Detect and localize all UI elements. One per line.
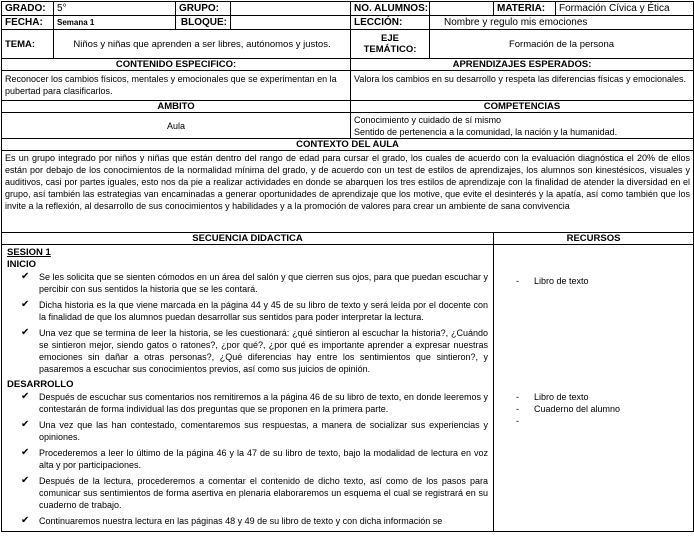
leccion-value: Nombre y regulo mis emociones xyxy=(430,16,694,30)
no-alumnos-label: NO. ALUMNOS: xyxy=(351,2,430,16)
competencias-title: COMPETENCIAS xyxy=(351,101,694,113)
aprendizajes-text: Valora los cambios en su desarrollo y respeta las diferencias físicas y emocionales. xyxy=(351,71,694,101)
planning-table xyxy=(1,1,694,532)
checkmark-icon: ✔ xyxy=(21,391,30,402)
bloque-value xyxy=(231,16,351,30)
recursos-content xyxy=(494,245,694,532)
materia-value: Formación Cívica y Ética xyxy=(556,2,694,16)
checkmark-icon: ✔ xyxy=(21,271,30,282)
ambito-value: Aula xyxy=(2,113,351,139)
recursos-title: RECURSOS xyxy=(494,233,694,245)
bloque-label: BLOQUE: xyxy=(176,16,231,30)
no-alumnos-value xyxy=(430,2,494,16)
list-item: ✔ Una vez que las han contestado, comentaremos sus respuestas, a manera de socializar sus experiencias y opiniones. xyxy=(21,419,488,442)
inicio-list xyxy=(7,271,488,375)
checkmark-icon: ✔ xyxy=(21,299,30,310)
tema-value: Niños y niñas que aprenden a ser libres, autónomos y justos. xyxy=(54,30,351,59)
fecha-value: Semana 1 xyxy=(54,16,176,30)
checkmark-icon: ✔ xyxy=(21,327,30,338)
competencia-2: Sentido de pertenencia a la comunidad, la nación y la humanidad. xyxy=(354,126,618,137)
leccion-label: LECCIÓN: xyxy=(351,16,430,30)
list-item: ✔ Dicha historia es la que viene marcada en la página 44 y 45 de su libro de texto y será leída por el docente con la finalidad de que los alumnos puedan desarrollar sus sentidos para poder interpretar la lectura. xyxy=(21,299,488,322)
eje-value: Formación de la persona xyxy=(430,30,694,59)
recurso-item: - Libro de texto xyxy=(516,276,589,286)
grado-label: GRADO: xyxy=(2,2,54,16)
fecha-label: FECHA: xyxy=(2,16,54,30)
contenido-title: CONTENIDO ESPECIFICO: xyxy=(2,59,351,71)
list-item: ✔ Después de la lectura, procederemos a comentar el contenido de dicho texto, así como de los pasos para comunicar sus sentimientos de forma asertiva en plenaria elaboraremos un esquema el cual se registrará en su cuaderno de trabajo. xyxy=(21,475,488,510)
contenido-text: Reconocer los cambios físicos, mentales y emocionales que se experimentan en la pubertad para clasificarlos. xyxy=(2,71,351,101)
grupo-value xyxy=(231,2,351,16)
grupo-label: GRUPO: xyxy=(176,2,231,16)
recurso-item: - xyxy=(516,416,519,426)
secuencia-title: SECUENCIA DIDACTICA xyxy=(2,233,494,245)
contexto-text: Es un grupo integrado por niños y niñas que están dentro del rango de edad para cursar el grado, los cuales de acuerdo con la evaluación diagnóstica el 20% de ellos están por debajo de los conocimientos de la normalidad mínima del grado, y de acuerdo con un test de estilos de aprendizajes, los alumnos son kinestésicos, visuales y auditivos, casi por partes iguales, esto nos da pie a realizar actividades en donde se abarquen los tres estilos de aprendizaje con la finalidad de atender la diversidad en el grupo, así también las estrategias van encaminadas a generar oportunidades de aprendizaje que los motive, que evite el desinterés y la apatía, así como también que los invite a la reflexión, al desarrollo de sus conocimientos y habilidades y a la promoción de valores para crear un ambiente de sana convivencia xyxy=(2,151,694,233)
recurso-item: - Cuaderno del alumno xyxy=(516,404,621,414)
recurso-item: - Libro de texto xyxy=(516,392,589,402)
secuencia-content xyxy=(2,245,494,532)
sesion-heading: SESION 1 xyxy=(7,247,51,258)
checkmark-icon: ✔ xyxy=(21,515,30,526)
tema-label: TEMA: xyxy=(2,30,54,59)
eje-label: EJE TEMÁTICO: xyxy=(351,30,430,59)
ambito-title: AMBITO xyxy=(2,101,351,113)
aprendizajes-title: APRENDIZAJES ESPERADOS: xyxy=(351,59,694,71)
list-item: ✔ Procederemos a leer lo último de la página 46 y la 47 de su libro de texto, bajo la modalidad de lectura en voz alta y por participaciones. xyxy=(21,447,488,470)
contexto-title: CONTEXTO DEL AULA xyxy=(2,139,694,151)
list-item: ✔ Continuaremos nuestra lectura en las páginas 48 y 49 de su libro de texto y con dicha información se xyxy=(21,515,443,526)
checkmark-icon: ✔ xyxy=(21,447,30,458)
competencia-1: Conocimiento y cuidado de sí mismo xyxy=(354,114,502,125)
grado-value: 5° xyxy=(54,2,176,16)
list-item: ✔ Se les solicita que se sienten cómodos en un área del salón y que cierren sus ojos, para que puedan escuchar y percibir con sus sentidos la historia que se les contará. xyxy=(21,271,488,294)
inicio-heading: INICIO xyxy=(7,259,37,270)
list-item: ✔ Después de escuchar sus comentarios nos remitiremos a la página 46 de su libro de texto, en donde leeremos y contestarán de forma individual las dos preguntas que se proponen en la primera parte. xyxy=(21,391,488,414)
checkmark-icon: ✔ xyxy=(21,475,30,486)
materia-label: MATERIA: xyxy=(494,2,556,16)
list-item: ✔ Una vez que se termina de leer la historia, se les cuestionará: ¿qué sintieron al escuchar la historia?, ¿Cuándo se sintieron mejor, siendo gatos o ratones?, ¿por qué?, ¿por qué es importante aprender a expresar nuestras emociones sin dañar a otras personas?, ¿Qué diferencias hay entre los sentimientos que sintieron?, y pasaremos a escuchar sus conocimientos previos, así como sus juicios de opinión. xyxy=(21,327,488,374)
desarrollo-heading: DESARROLLO xyxy=(7,379,74,390)
desarrollo-list xyxy=(7,391,488,527)
checkmark-icon: ✔ xyxy=(21,419,30,430)
